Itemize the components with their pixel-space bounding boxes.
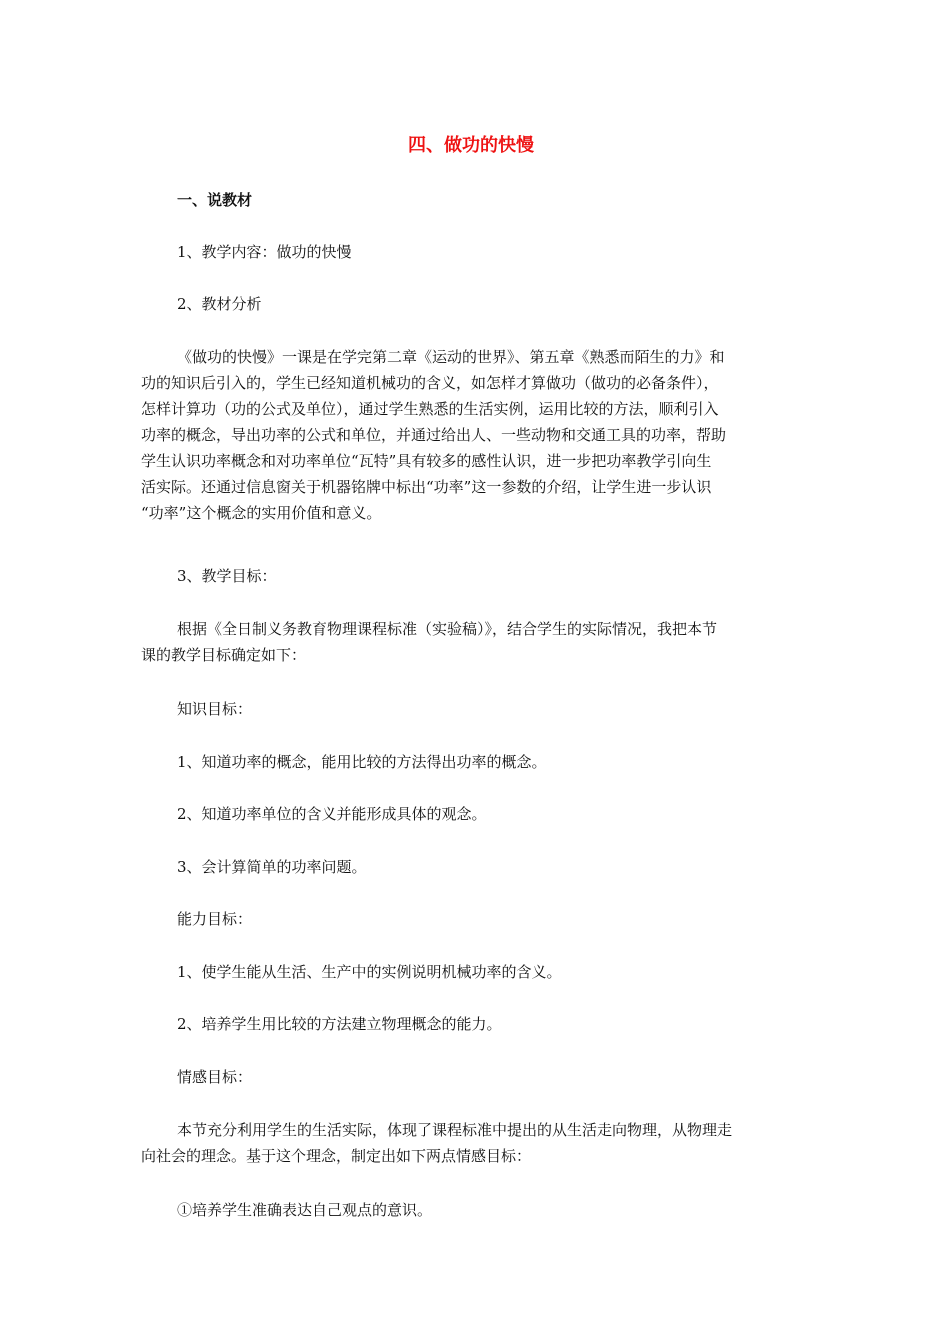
paragraph-line: 向社会的理念。基于这个理念，制定出如下两点情感目标： [141,1147,532,1165]
document-title: 四、做功的快慢 [408,135,534,156]
knowledge-goal-item: 3、会计算简单的功率问题。 [177,858,367,876]
paragraph-line: 本节充分利用学生的生活实际，体现了课程标准中提出的从生活走向物理，从物理走 [177,1121,733,1139]
ability-goals-heading: 能力目标： [177,910,253,928]
section-heading: 一、说教材 [177,191,253,209]
textbook-analysis-item: 2、教材分析 [177,295,262,313]
paragraph-line: 课的教学目标确定如下： [141,646,307,664]
knowledge-goal-item: 2、知道功率单位的含义并能形成具体的观念。 [177,805,487,823]
knowledge-goals-heading: 知识目标： [177,700,253,718]
paragraph-line: 学生认识功率概念和对功率单位“瓦特”具有较多的感性认识，进一步把功率教学引向生 [141,452,712,470]
paragraph-line: 《做功的快慢》一课是在学完第二章《运动的世界》、第五章《熟悉而陌生的力》和 [177,348,725,366]
ability-goal-item: 1、使学生能从生活、生产中的实例说明机械功率的含义。 [177,963,562,981]
paragraph-line: 根据《全日制义务教育物理课程标准（实验稿）》，结合学生的实际情况，我把本节 [177,620,718,638]
knowledge-goal-item: 1、知道功率的概念，能用比较的方法得出功率的概念。 [177,753,547,771]
paragraph-line: 功率的概念，导出功率的公式和单位，并通过给出人、一些动物和交通工具的功率，帮助 [141,426,727,444]
teaching-goals-item: 3、教学目标： [177,567,277,585]
paragraph-line: 活实际。还通过信息窗关于机器铭牌中标出“功率”这一参数的介绍，让学生进一步认识 [141,478,712,496]
emotion-intro-paragraph [141,1117,801,1169]
ability-goal-item: 2、培养学生用比较的方法建立物理概念的能力。 [177,1015,502,1033]
goals-intro-paragraph [141,616,801,668]
paragraph-line: 功的知识后引入的，学生已经知道机械功的含义，如怎样才算做功（做功的必备条件）， [141,374,719,392]
textbook-analysis-paragraph [141,344,801,526]
teaching-content-item: 1、教学内容：做功的快慢 [177,243,352,261]
paragraph-line: 怎样计算功（功的公式及单位），通过学生熟悉的生活实例，运用比较的方法，顺利引入 [141,400,719,418]
emotion-goals-heading: 情感目标： [177,1068,253,1086]
paragraph-line: “功率”这个概念的实用价值和意义。 [141,504,382,522]
emotion-goal-item: ①培养学生准确表达自己观点的意识。 [177,1201,433,1219]
